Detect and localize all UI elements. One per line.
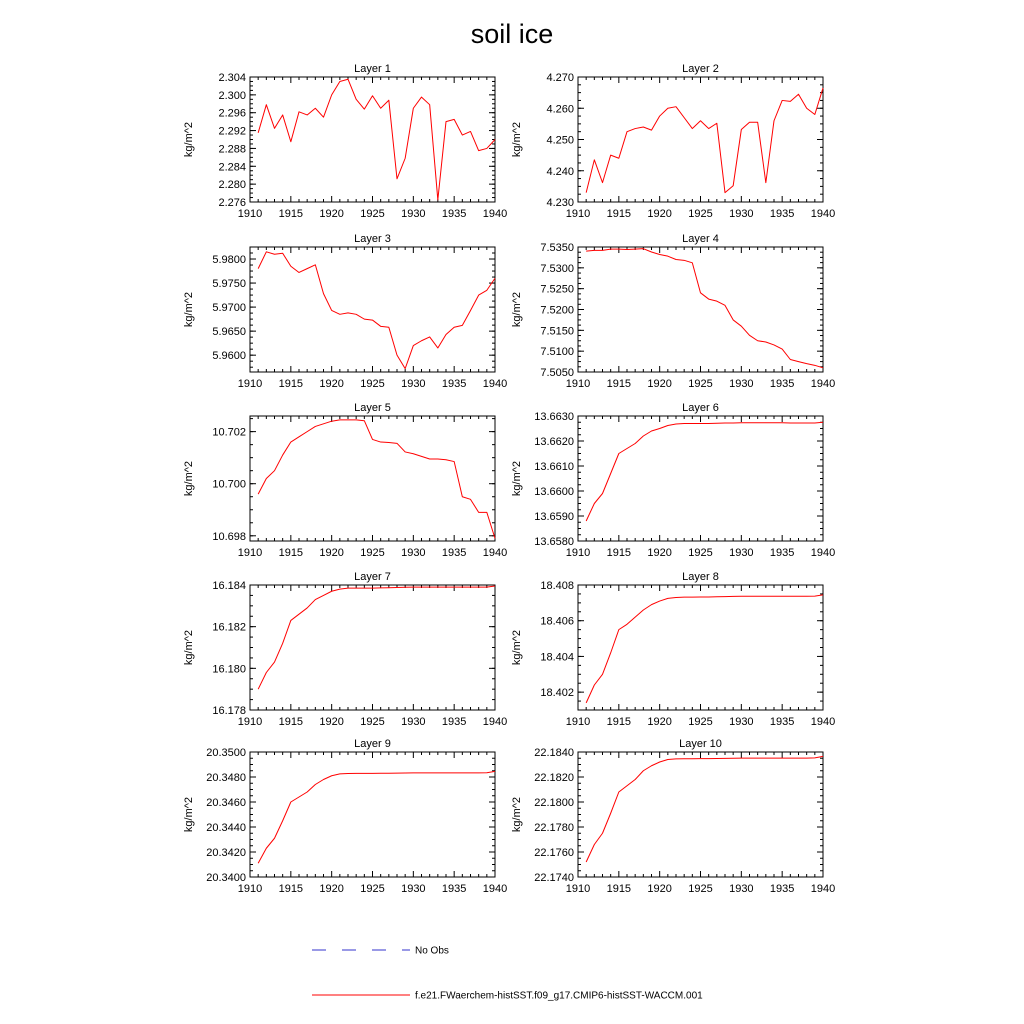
y-tick-label: 18.406 bbox=[540, 615, 574, 628]
plot-frame bbox=[578, 585, 823, 710]
y-tick-label: 13.6580 bbox=[534, 536, 574, 548]
x-tick-label: 1925 bbox=[688, 547, 713, 559]
y-tick-label: 2.288 bbox=[218, 143, 246, 156]
y-axis-label: kg/m^2 bbox=[511, 291, 523, 328]
plot-frame bbox=[250, 585, 495, 710]
y-axis-label: kg/m^2 bbox=[183, 121, 195, 158]
y-tick-label: 13.6620 bbox=[534, 436, 574, 448]
y-tick-label: 5.9650 bbox=[212, 326, 246, 339]
panel-title: Layer 6 bbox=[682, 402, 719, 414]
panel-title: Layer 9 bbox=[354, 738, 391, 750]
x-tick-label: 1940 bbox=[482, 547, 508, 559]
y-tick-label: 4.240 bbox=[546, 165, 574, 178]
x-tick-label: 1930 bbox=[401, 883, 426, 895]
y-tick-label: 22.1740 bbox=[534, 872, 574, 884]
y-tick-label: 16.184 bbox=[212, 580, 246, 592]
plot-frame bbox=[578, 416, 823, 541]
y-tick-label: 7.5050 bbox=[540, 367, 574, 379]
x-tick-label: 1910 bbox=[565, 208, 591, 220]
x-tick-label: 1925 bbox=[360, 716, 385, 728]
panels bbox=[183, 63, 835, 895]
x-tick-label: 1935 bbox=[769, 378, 795, 390]
x-tick-label: 1940 bbox=[810, 883, 836, 895]
x-tick-label: 1910 bbox=[237, 883, 263, 895]
x-tick-label: 1910 bbox=[237, 716, 263, 728]
x-tick-label: 1920 bbox=[647, 883, 672, 895]
legend-obs-label: No Obs bbox=[415, 945, 449, 957]
series-line-layer-7 bbox=[258, 586, 495, 689]
x-tick-label: 1935 bbox=[769, 547, 795, 559]
x-tick-label: 1940 bbox=[482, 208, 508, 220]
y-axis-label: kg/m^2 bbox=[183, 291, 195, 328]
x-tick-label: 1940 bbox=[810, 208, 836, 220]
x-tick-label: 1915 bbox=[278, 208, 304, 220]
y-tick-label: 5.9750 bbox=[212, 278, 246, 291]
y-tick-label: 2.280 bbox=[218, 179, 246, 192]
legend-model-label: f.e21.FWaerchem-histSST.f09_g17.CMIP6-histSST-WACCM.001 bbox=[415, 990, 703, 1002]
y-tick-label: 4.260 bbox=[546, 103, 574, 116]
y-axis-label: kg/m^2 bbox=[511, 796, 523, 833]
x-tick-label: 1915 bbox=[606, 547, 632, 559]
y-tick-label: 22.1760 bbox=[534, 847, 574, 859]
x-tick-label: 1935 bbox=[769, 883, 795, 895]
y-tick-label: 2.276 bbox=[218, 197, 246, 209]
panel-layer-7 bbox=[183, 571, 507, 728]
y-tick-label: 22.1840 bbox=[534, 747, 574, 759]
legend bbox=[312, 946, 703, 1002]
plot-frame bbox=[250, 247, 495, 372]
x-tick-label: 1935 bbox=[441, 378, 467, 390]
x-tick-label: 1930 bbox=[401, 716, 426, 728]
x-tick-label: 1910 bbox=[565, 547, 591, 559]
x-tick-label: 1915 bbox=[606, 208, 632, 220]
y-tick-label: 7.5300 bbox=[540, 262, 574, 275]
panel-title: Layer 7 bbox=[354, 571, 391, 583]
x-tick-label: 1930 bbox=[401, 547, 426, 559]
y-tick-label: 20.3400 bbox=[206, 872, 246, 884]
y-tick-label: 10.698 bbox=[212, 530, 246, 543]
x-tick-label: 1935 bbox=[769, 208, 795, 220]
y-tick-label: 4.270 bbox=[546, 72, 574, 84]
series-line-layer-4 bbox=[586, 249, 823, 368]
series-line-layer-5 bbox=[258, 420, 495, 538]
y-tick-label: 2.292 bbox=[218, 125, 246, 138]
x-tick-label: 1920 bbox=[647, 208, 672, 220]
panel-layer-5 bbox=[183, 402, 507, 559]
plot-frame bbox=[578, 247, 823, 372]
y-tick-label: 20.3440 bbox=[206, 822, 246, 834]
y-tick-label: 20.3460 bbox=[206, 797, 246, 809]
panel-title: Layer 10 bbox=[679, 738, 722, 750]
x-tick-label: 1920 bbox=[319, 208, 344, 220]
panel-layer-1 bbox=[183, 63, 507, 220]
y-tick-label: 4.230 bbox=[546, 197, 574, 209]
x-tick-label: 1910 bbox=[565, 716, 591, 728]
x-tick-label: 1910 bbox=[565, 378, 591, 390]
x-tick-label: 1920 bbox=[319, 716, 344, 728]
panel-layer-8 bbox=[511, 571, 835, 728]
y-axis-label: kg/m^2 bbox=[183, 460, 195, 497]
x-tick-label: 1925 bbox=[360, 208, 385, 220]
y-axis-label: kg/m^2 bbox=[511, 121, 523, 158]
x-tick-label: 1910 bbox=[237, 547, 263, 559]
y-tick-label: 22.1820 bbox=[534, 772, 574, 784]
series-line-layer-6 bbox=[586, 422, 823, 521]
x-tick-label: 1935 bbox=[441, 547, 467, 559]
x-tick-label: 1940 bbox=[810, 547, 836, 559]
x-tick-label: 1940 bbox=[482, 883, 508, 895]
x-tick-label: 1935 bbox=[441, 716, 467, 728]
panel-layer-9 bbox=[183, 738, 507, 895]
y-tick-label: 7.5200 bbox=[540, 304, 574, 317]
panel-title: Layer 4 bbox=[682, 233, 719, 245]
y-tick-label: 2.300 bbox=[218, 89, 246, 102]
y-axis-label: kg/m^2 bbox=[183, 629, 195, 666]
x-tick-label: 1935 bbox=[769, 716, 795, 728]
y-tick-label: 5.9600 bbox=[212, 350, 246, 363]
panel-layer-6 bbox=[511, 402, 835, 559]
y-tick-label: 5.9800 bbox=[212, 254, 246, 267]
series-line-layer-9 bbox=[258, 771, 495, 863]
y-tick-label: 5.9700 bbox=[212, 302, 246, 315]
series-line-layer-1 bbox=[258, 79, 495, 200]
x-tick-label: 1920 bbox=[319, 547, 344, 559]
x-tick-label: 1925 bbox=[688, 378, 713, 390]
x-tick-label: 1910 bbox=[237, 378, 263, 390]
x-tick-label: 1925 bbox=[688, 208, 713, 220]
y-tick-label: 16.180 bbox=[212, 663, 246, 676]
y-tick-label: 20.3500 bbox=[206, 747, 246, 759]
y-tick-label: 13.6600 bbox=[534, 486, 574, 498]
x-tick-label: 1915 bbox=[606, 378, 632, 390]
x-tick-label: 1920 bbox=[647, 378, 672, 390]
y-tick-label: 20.3480 bbox=[206, 772, 246, 784]
x-tick-label: 1925 bbox=[360, 378, 385, 390]
x-tick-label: 1930 bbox=[729, 378, 754, 390]
x-tick-label: 1910 bbox=[237, 208, 263, 220]
y-tick-label: 10.700 bbox=[212, 478, 246, 491]
series-line-layer-3 bbox=[258, 252, 495, 369]
plot-frame bbox=[578, 77, 823, 202]
y-tick-label: 22.1800 bbox=[534, 797, 574, 809]
panel-layer-2 bbox=[511, 63, 835, 220]
y-tick-label: 7.5350 bbox=[540, 242, 574, 254]
panel-layer-10 bbox=[511, 738, 835, 895]
x-tick-label: 1930 bbox=[401, 208, 426, 220]
x-tick-label: 1940 bbox=[482, 716, 508, 728]
y-tick-label: 7.5100 bbox=[540, 346, 574, 359]
y-tick-label: 2.284 bbox=[218, 161, 246, 174]
x-tick-label: 1930 bbox=[729, 547, 754, 559]
panel-title: Layer 8 bbox=[682, 571, 719, 583]
x-tick-label: 1935 bbox=[441, 208, 467, 220]
y-tick-label: 10.702 bbox=[212, 426, 246, 439]
x-tick-label: 1925 bbox=[360, 883, 385, 895]
x-tick-label: 1915 bbox=[278, 547, 304, 559]
x-tick-label: 1915 bbox=[606, 716, 632, 728]
y-tick-label: 2.296 bbox=[218, 107, 246, 120]
x-tick-label: 1940 bbox=[810, 716, 836, 728]
series-line-layer-10 bbox=[586, 756, 823, 862]
panel-title: Layer 3 bbox=[354, 233, 391, 245]
x-tick-label: 1925 bbox=[688, 883, 713, 895]
x-tick-label: 1915 bbox=[278, 378, 304, 390]
y-tick-label: 4.250 bbox=[546, 134, 574, 147]
x-tick-label: 1915 bbox=[278, 716, 304, 728]
panel-layer-4 bbox=[511, 233, 835, 390]
panel-title: Layer 1 bbox=[354, 63, 391, 75]
y-tick-label: 13.6610 bbox=[534, 461, 574, 473]
panel-layer-3 bbox=[183, 233, 507, 390]
x-tick-label: 1930 bbox=[729, 883, 754, 895]
y-axis-label: kg/m^2 bbox=[183, 796, 195, 833]
plot-frame bbox=[578, 752, 823, 877]
y-tick-label: 20.3420 bbox=[206, 847, 246, 859]
x-tick-label: 1930 bbox=[729, 716, 754, 728]
y-tick-label: 18.402 bbox=[540, 687, 574, 700]
y-tick-label: 2.304 bbox=[218, 72, 246, 84]
x-tick-label: 1915 bbox=[606, 883, 632, 895]
y-tick-label: 7.5150 bbox=[540, 325, 574, 338]
x-tick-label: 1935 bbox=[441, 883, 467, 895]
plot-frame bbox=[250, 752, 495, 877]
panel-title: Layer 5 bbox=[354, 402, 391, 414]
y-tick-label: 13.6590 bbox=[534, 511, 574, 523]
y-tick-label: 18.408 bbox=[540, 580, 574, 592]
y-tick-label: 7.5250 bbox=[540, 283, 574, 296]
y-axis-label: kg/m^2 bbox=[511, 460, 523, 497]
panel-title: Layer 2 bbox=[682, 63, 719, 75]
y-tick-label: 13.6630 bbox=[534, 411, 574, 423]
series-line-layer-2 bbox=[586, 88, 823, 193]
x-tick-label: 1940 bbox=[810, 378, 836, 390]
y-tick-label: 22.1780 bbox=[534, 822, 574, 834]
x-tick-label: 1915 bbox=[278, 883, 304, 895]
x-tick-label: 1940 bbox=[482, 378, 508, 390]
figure-title: soil ice bbox=[470, 19, 554, 49]
x-tick-label: 1910 bbox=[565, 883, 591, 895]
y-tick-label: 18.404 bbox=[540, 651, 574, 664]
x-tick-label: 1925 bbox=[688, 716, 713, 728]
x-tick-label: 1920 bbox=[647, 547, 672, 559]
x-tick-label: 1925 bbox=[360, 547, 385, 559]
x-tick-label: 1930 bbox=[729, 208, 754, 220]
x-tick-label: 1930 bbox=[401, 378, 426, 390]
y-axis-label: kg/m^2 bbox=[511, 629, 523, 666]
y-tick-label: 16.178 bbox=[212, 705, 246, 717]
y-tick-label: 16.182 bbox=[212, 621, 246, 634]
series-line-layer-8 bbox=[586, 595, 823, 703]
x-tick-label: 1920 bbox=[647, 716, 672, 728]
x-tick-label: 1920 bbox=[319, 378, 344, 390]
x-tick-label: 1920 bbox=[319, 883, 344, 895]
